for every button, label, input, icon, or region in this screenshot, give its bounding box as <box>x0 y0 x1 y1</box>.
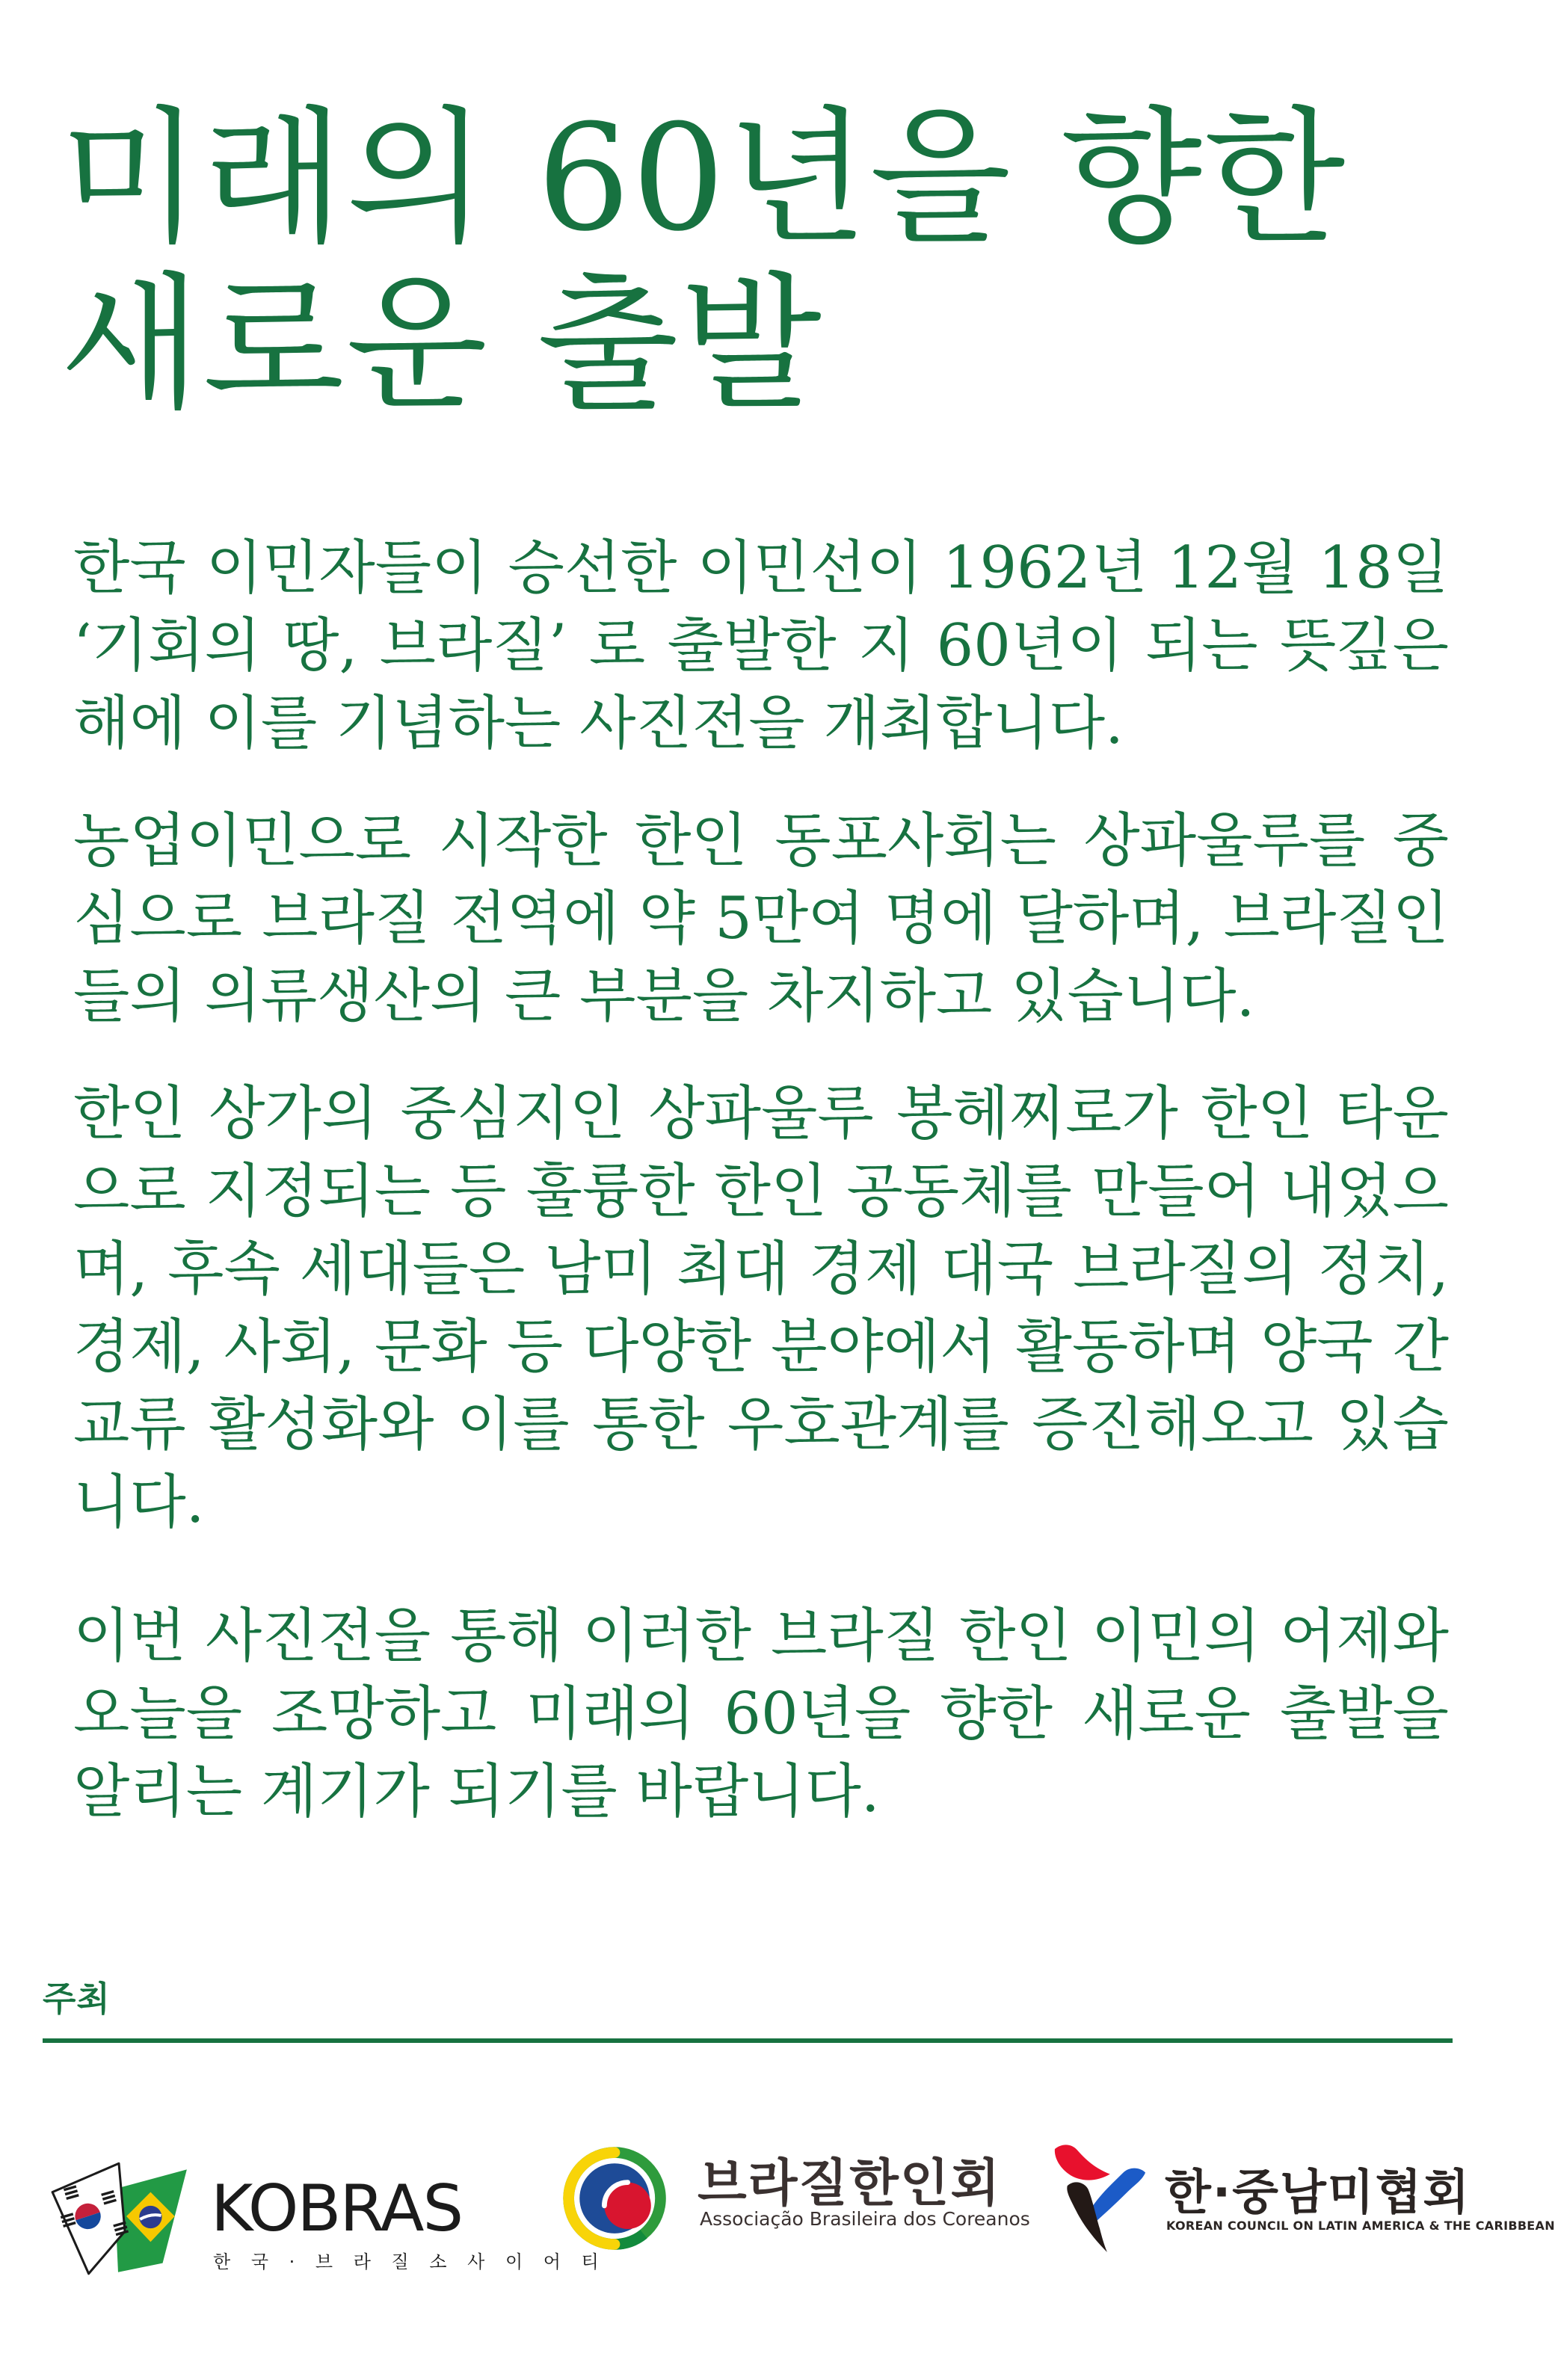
title-line-2: 새로운 출발 <box>60 259 823 430</box>
page-title <box>60 93 1347 430</box>
kclac-subtitle: KOREAN COUNCIL ON LATIN AMERICA & THE CARIBBEAN <box>1166 2219 1555 2233</box>
taegeuk-swirl-icon <box>558 2141 674 2259</box>
paragraph-2: 농업이민으로 시작한 한인 동포사회는 상파울루를 중심으로 브라질 전역에 약 5만여 명에 달하며, 브라질인들의 의류생산의 큰 부분을 차지하고 있습니다. <box>73 807 1449 1030</box>
abc-wordmark: 브라질한인회 <box>698 2154 1002 2213</box>
kobras-wordmark: KOBRAS <box>211 2171 463 2246</box>
kclac-wordmark: 한·중남미협회 <box>1165 2165 1471 2221</box>
paragraph-4: 이번 사진전을 통해 이러한 브라질 한인 이민의 어제와 오늘을 조망하고 미래의 60년을 향한 새로운 출발을 알리는 계기가 되기를 바랍니다. <box>73 1603 1449 1825</box>
kobras-subtitle: 한 국 · 브 라 질 소 사 이 어 티 <box>213 2251 606 2272</box>
abc-subtitle: Associação Brasileira dos Coreanos <box>700 2208 1030 2230</box>
divider-line <box>43 2038 1453 2043</box>
title-line-1: 미래의 60년을 향한 <box>60 93 1347 264</box>
paragraph-1: 한국 이민자들이 승선한 이민선이 1962년 12월 18일 ‘기회의 땅, 브라질’ 로 출발한 지 60년이 되는 뜻깊은 해에 이를 기념하는 사진전을 개최합니다. <box>73 534 1449 757</box>
tricolor-strokes-icon <box>1053 2142 1148 2256</box>
korea-brazil-flags-icon <box>45 2159 196 2278</box>
body-text <box>73 529 1449 1870</box>
paragraph-3: 한인 상가의 중심지인 상파울루 봉헤찌로가 한인 타운으로 지정되는 등 훌륭한 한인 공동체를 만들어 내었으며, 후속 세대들은 남미 최대 경제 대국 브라질의 정치, 경제, 사회, 문화 등 다양한 분야에서 활동하며 양국 간 교류 활성화와 이를 통한 우호관계를 증진해오고 있습니다. <box>73 1080 1449 1536</box>
host-label: 주최 <box>43 1979 111 2019</box>
